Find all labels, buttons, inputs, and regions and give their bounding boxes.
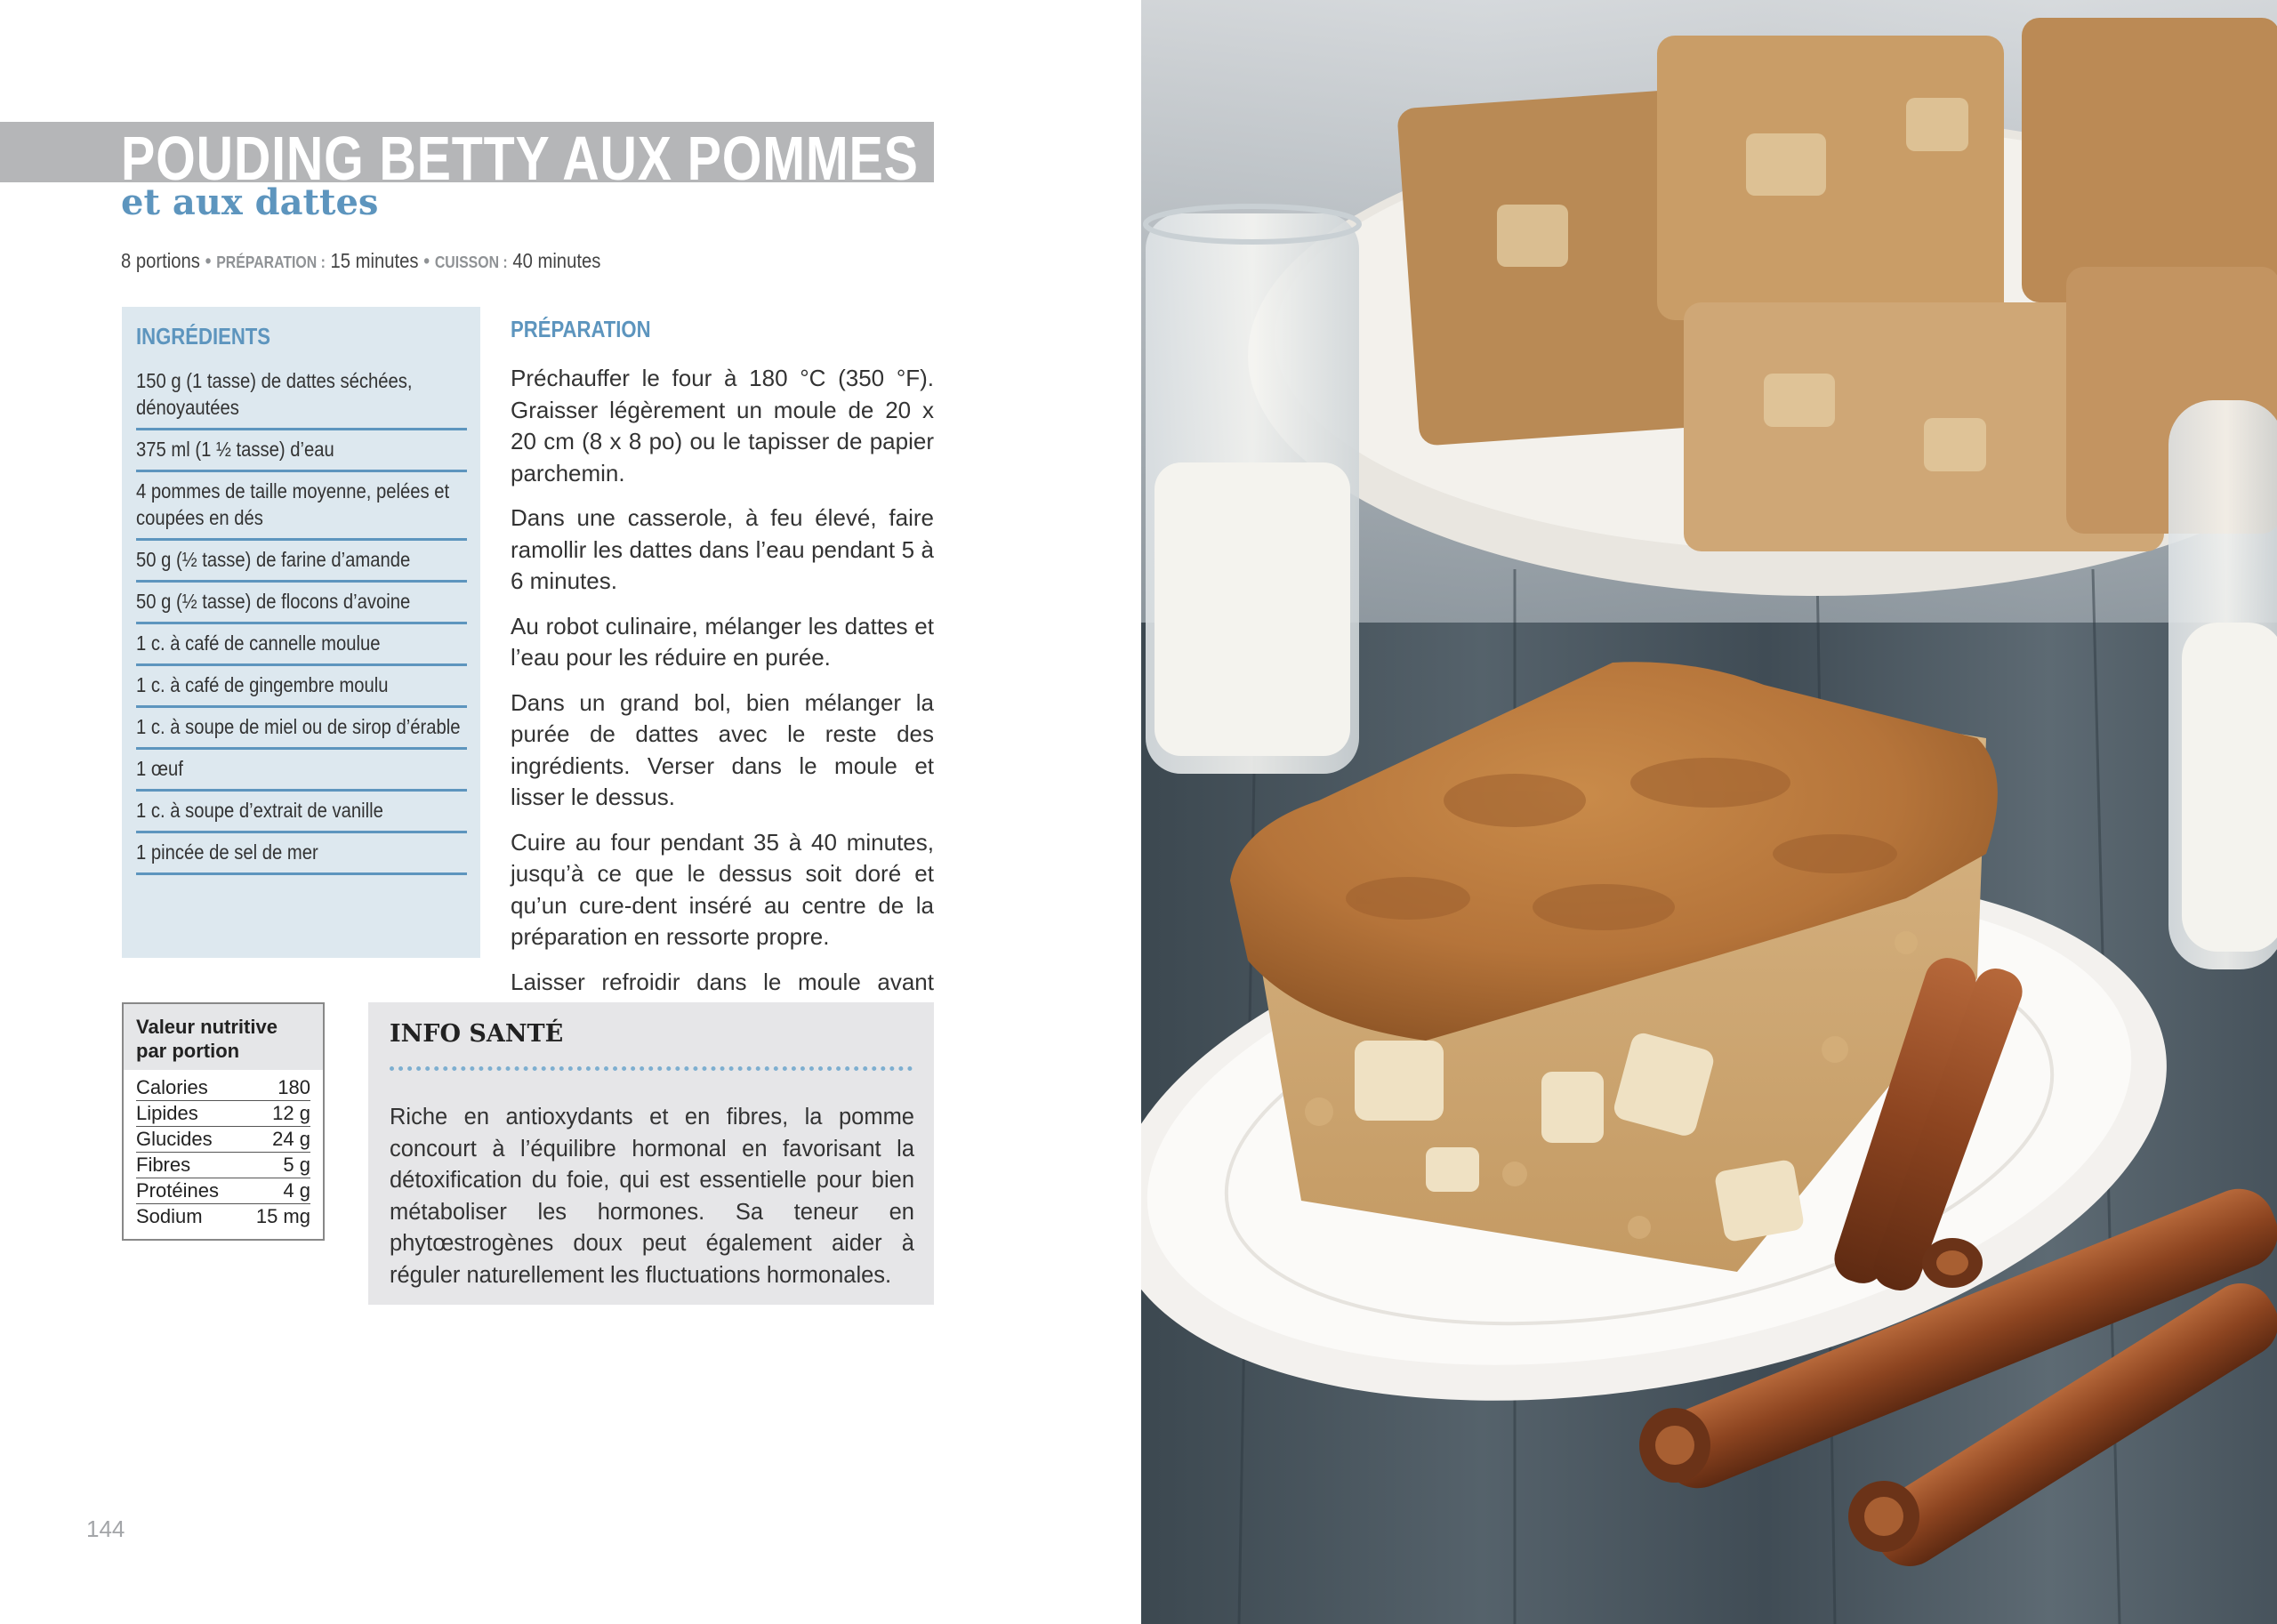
preparation-step: Préchauffer le four à 180 °C (350 °F). Graisser légèrement un moule de 20 x 20 cm (8 x 8 po) ou le tapisser de papier parchemin. <box>511 365 934 486</box>
ingredient-item <box>136 708 467 750</box>
nutrient-value: 15 mg <box>255 1205 310 1227</box>
ingredients-list <box>136 362 467 875</box>
ingredient-text: 150 g (1 tasse) de dattes séchées, dénoyautées <box>136 369 413 419</box>
ingredient-text: 1 c. à café de gingembre moulu <box>136 673 389 696</box>
nutrient-label: Calories <box>136 1076 208 1098</box>
ingredient-text: 50 g (½ tasse) de farine d’amande <box>136 548 411 571</box>
cook-time-value: 40 minutes <box>512 249 601 272</box>
cook-time-label: CUISSON : <box>434 253 508 271</box>
dotted-divider <box>390 1066 913 1071</box>
apple-date-pudding-photo <box>1141 0 2277 1624</box>
nutrient-value: 4 g <box>283 1179 310 1202</box>
ingredient-item <box>136 750 467 792</box>
nutrition-heading: Valeur nutritive par portion <box>124 1004 323 1070</box>
preparation-heading: PRÉPARATION <box>511 316 651 342</box>
ingredient-text: 1 pincée de sel de mer <box>136 840 318 864</box>
recipe-title: POUDING BETTY AUX POMMES <box>121 124 919 193</box>
info-sante-heading: INFO SANTÉ <box>390 1020 564 1048</box>
nutrition-box <box>122 1002 325 1241</box>
ingredient-text: 4 pommes de taille moyenne, pelées et coupées en dés <box>136 479 450 529</box>
portions: 8 portions <box>121 249 200 272</box>
recipe-subtitle: et aux dattes <box>121 181 379 223</box>
preparation-step: Dans un grand bol, bien mélanger la purée de dattes avec le reste des ingrédients. Verser dans le moule et lisser le dessus. <box>511 688 934 810</box>
ingredient-item <box>136 472 467 541</box>
info-sante-text: Riche en antioxydants et en fibres, la pomme concourt à l’équilibre hormonal en favorisant la détoxification du foie, qui est essentielle pour bien métaboliser les hormones. Sa teneur en phytœstrogènes doux peut également aider à réguler naturellement les fluctuations hormonales. <box>390 1105 914 1288</box>
nutrient-value: 12 g <box>272 1102 310 1124</box>
ingredient-item <box>136 362 467 430</box>
ingredient-text: 1 œuf <box>136 757 183 780</box>
nutrition-table <box>124 1070 323 1229</box>
meta-separator: • <box>205 249 212 272</box>
meta-separator: • <box>423 249 430 272</box>
nutrient-value: 24 g <box>272 1128 310 1150</box>
ingredient-text: 375 ml (1 ½ tasse) d’eau <box>136 438 334 461</box>
nutrient-value: 180 <box>278 1076 310 1098</box>
nutrition-row <box>136 1127 310 1153</box>
ingredient-text: 1 c. à café de cannelle moulue <box>136 631 381 655</box>
ingredient-item <box>136 624 467 666</box>
preparation-step: Laisser refroidir dans le moule avant <box>511 968 934 995</box>
ingredient-item <box>136 430 467 472</box>
ingredient-item <box>136 541 467 583</box>
ingredient-text: 50 g (½ tasse) de flocons d’avoine <box>136 590 411 613</box>
ingredients-panel <box>122 307 480 958</box>
nutrient-label: Fibres <box>136 1154 191 1176</box>
prep-time-label: PRÉPARATION : <box>216 253 326 271</box>
nutrient-label: Glucides <box>136 1128 213 1150</box>
ingredient-text: 1 c. à soupe de miel ou de sirop d’érable <box>136 715 461 738</box>
preparation-step: Au robot culinaire, mélanger les dattes et l’eau pour les réduire en purée. <box>511 612 934 671</box>
ingredient-item <box>136 666 467 708</box>
ingredients-heading: INGRÉDIENTS <box>136 323 271 350</box>
preparation-step: Cuire au four pendant 35 à 40 minutes, jusqu’à ce que le dessus soit doré et qu’un cure-dent inséré au centre de la préparation en ressorte propre. <box>511 828 934 950</box>
nutrition-row <box>136 1178 310 1204</box>
nutrient-label: Protéines <box>136 1179 219 1202</box>
page-number: 144 <box>86 1515 125 1542</box>
nutrient-label: Lipides <box>136 1102 198 1124</box>
info-sante-box <box>368 1002 934 1305</box>
ingredient-item <box>136 583 467 624</box>
ingredient-text: 1 c. à soupe d’extrait de vanille <box>136 799 383 822</box>
prep-time-value: 15 minutes <box>330 249 419 272</box>
nutrient-label: Sodium <box>136 1205 203 1227</box>
nutrition-row <box>136 1153 310 1178</box>
nutrition-row <box>136 1204 310 1229</box>
ingredient-item <box>136 792 467 833</box>
nutrition-row <box>136 1101 310 1127</box>
nutrient-value: 5 g <box>283 1154 310 1176</box>
recipe-meta <box>121 249 600 273</box>
preparation-step: Dans une casserole, à feu élevé, faire ramollir les dattes dans l’eau pendant 5 à 6 minutes. <box>511 504 934 594</box>
ingredient-item <box>136 833 467 875</box>
preparation-section <box>511 316 934 1043</box>
recipe-photo <box>1141 0 2277 1624</box>
nutrition-row <box>136 1075 310 1101</box>
